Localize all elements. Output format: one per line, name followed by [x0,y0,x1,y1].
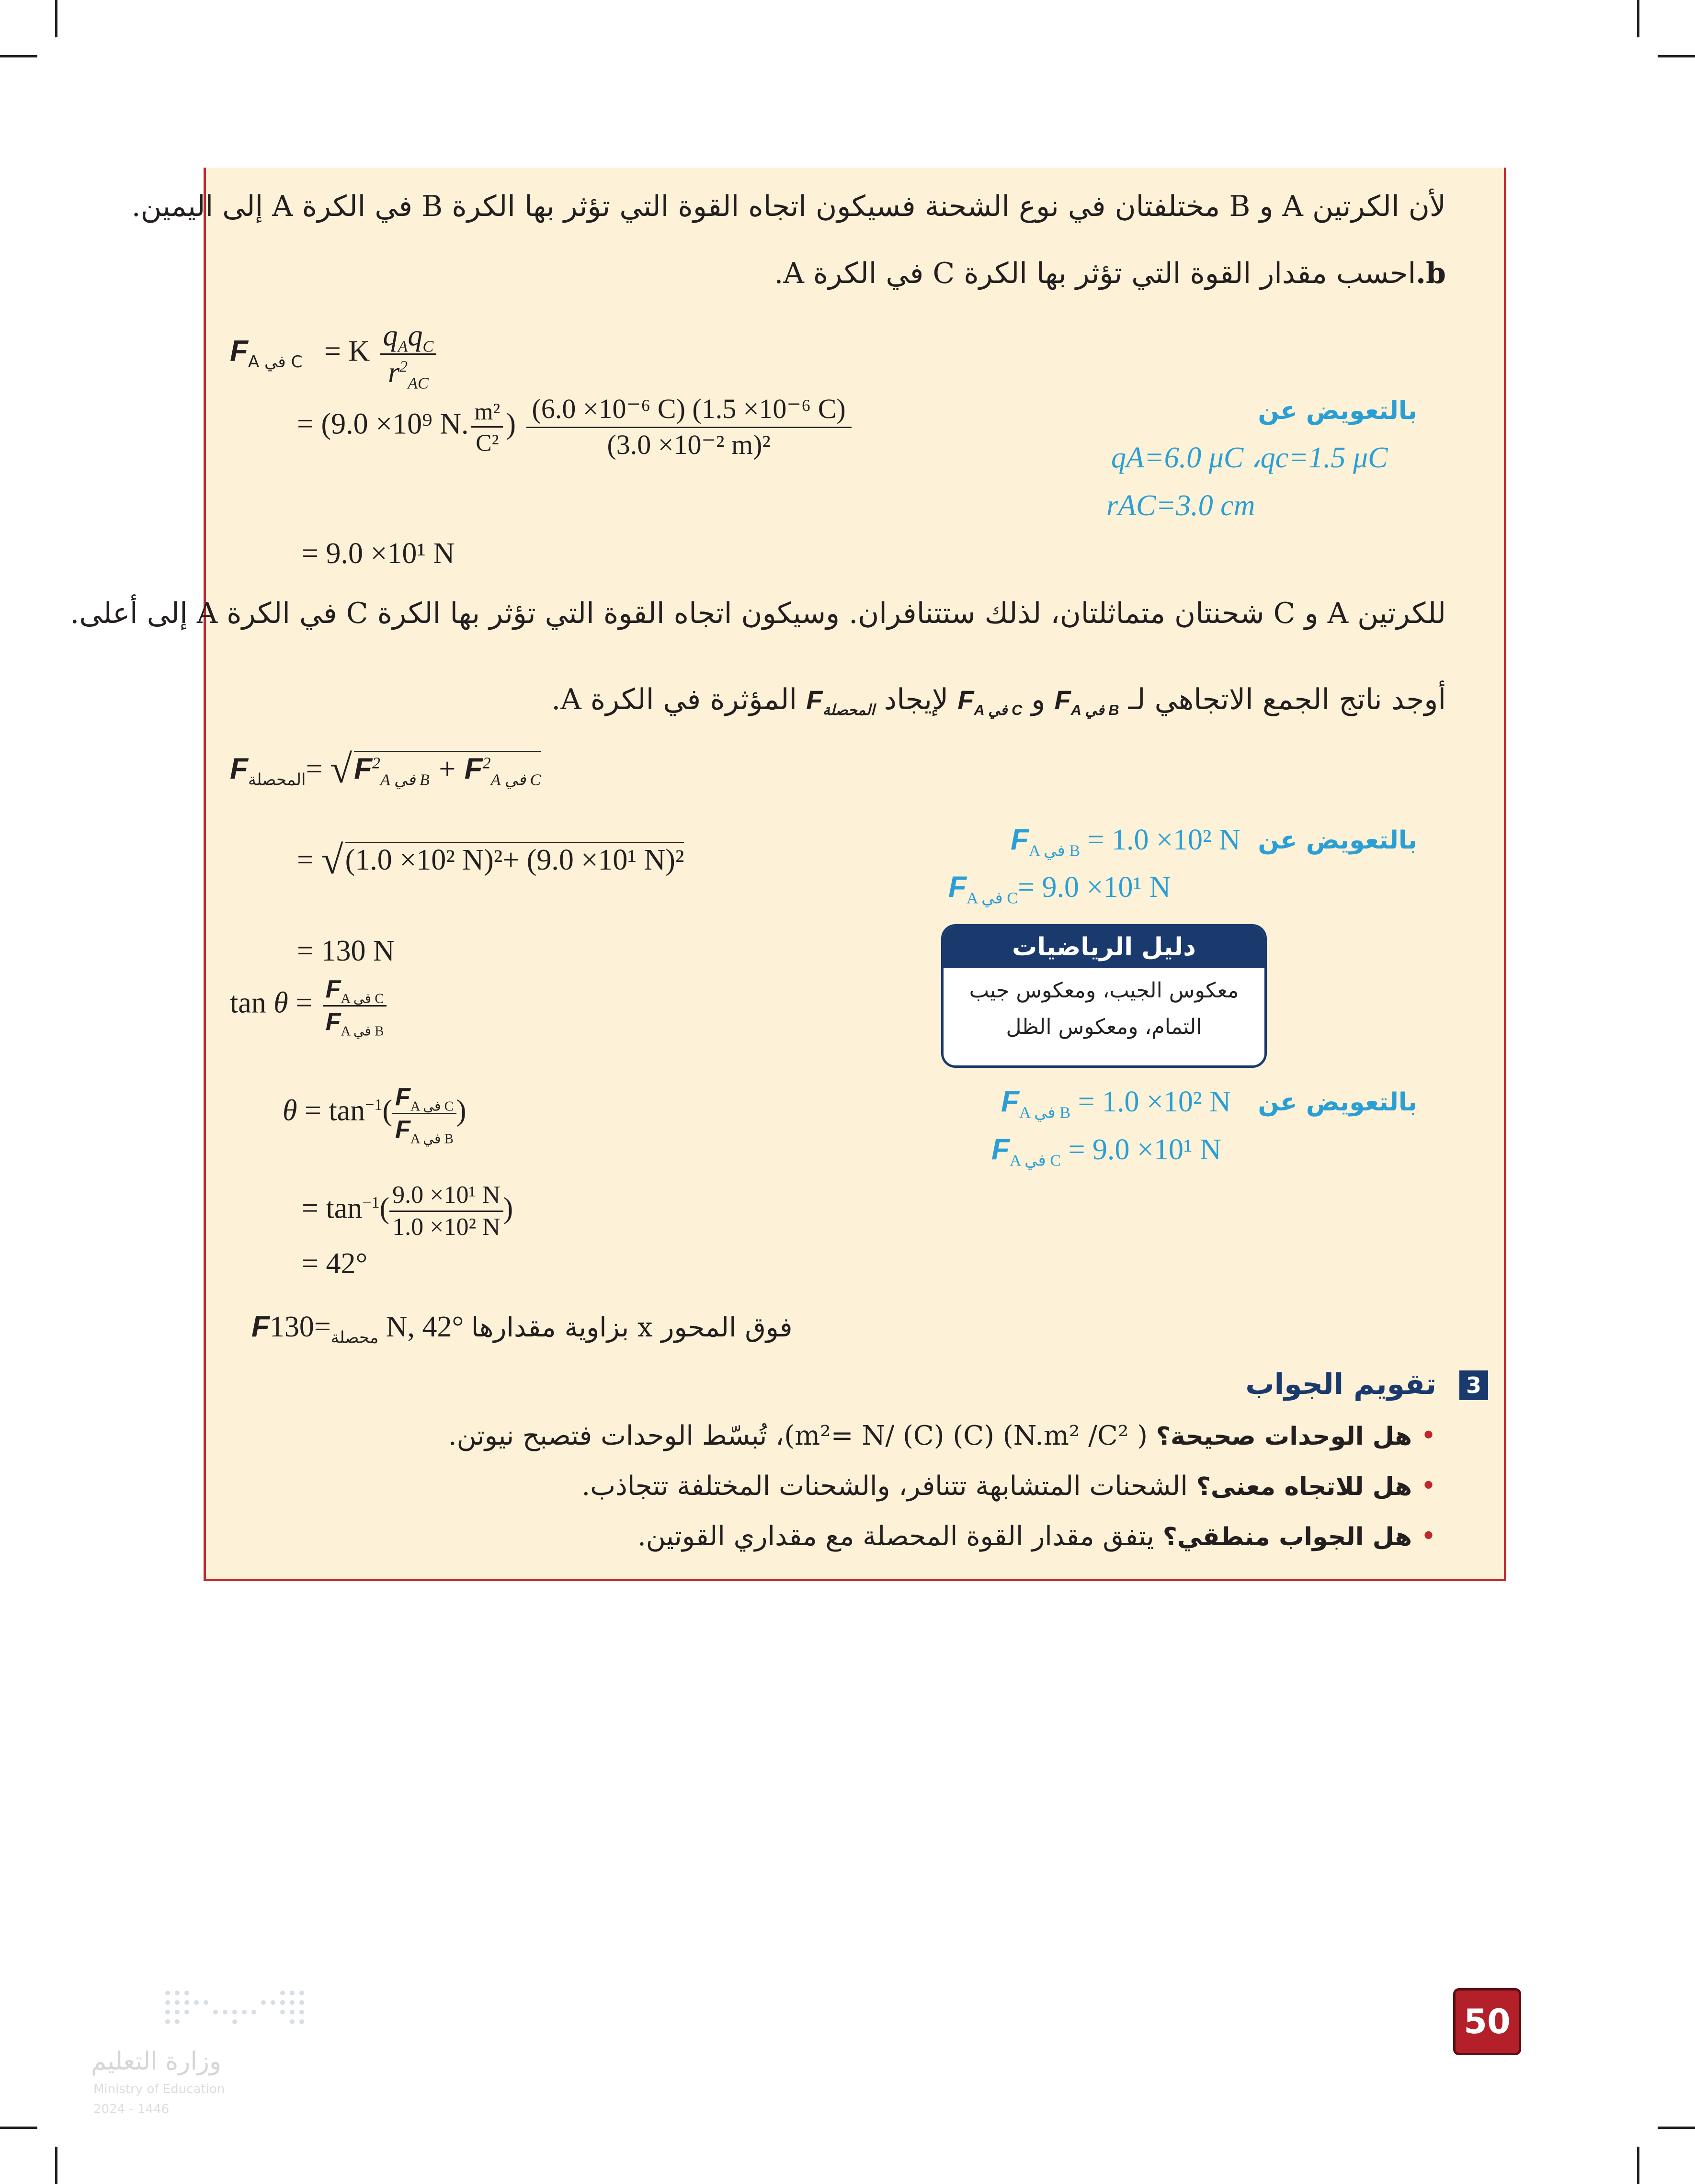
paragraph-like-charges: للكرتين A و C شحنتان متماثلتان، لذلك ستتنافران. وسيكون اتجاه القوة التي تؤثر بها الكرة C في الكرة A إلى أعلى. [70,597,1446,630]
q-subscript: A [398,338,408,356]
final-answer [251,1310,793,1347]
force-symbol: F [1054,685,1071,715]
force-symbol: F [230,334,248,368]
force-symbol: F [230,752,248,785]
force-symbol: F [354,752,372,785]
force-subscript: A في C [966,889,1018,907]
vector-sum-text: لإيجاد [884,683,949,716]
r-symbol: r [388,356,400,389]
force-symbol: F [325,1008,341,1036]
radicand: $F^2_{A في B} + F^2_{A في C}$ [354,751,541,784]
force-subscript: A في C [248,352,303,372]
force-symbol: F [325,975,341,1003]
evaluation-answer: ( N.m² /C²) (C) (C) /m²= N)، تُبسّط الوحدات فتصبح نيوتن. [448,1420,1148,1451]
square-exponent: 2 [372,754,381,772]
evaluation-question: هل الوحدات صحيحة؟ [1156,1422,1412,1451]
force-symbol: F [464,752,483,785]
ministry-name: وزارة التعليم [91,2047,222,2076]
vector-sum-text: أوجد ناتج الجمع الاتجاهي لـ [1128,683,1446,716]
square-exponent: 2 [482,754,491,772]
page-number: 50 [1453,1988,1521,2055]
force-subscript: A في B [1028,842,1081,860]
step-title: تقويم الجواب [1245,1368,1436,1401]
force-symbol: F [1011,823,1029,856]
substitution-fac [991,1133,1221,1170]
evaluation-item [581,1470,1436,1502]
evaluation-question: هل الجواب منطقي؟ [1162,1523,1412,1551]
math-guide-line: التمام، ومعكوس الظل [1006,1015,1202,1039]
final-value: =130 N, 42° [269,1311,464,1343]
crop-mark [1658,55,1695,57]
force-subscript: A في C [410,1099,454,1114]
inverse-exponent: −1 [365,1096,383,1114]
values-numerator: (6.0 ×10⁻⁶ C) (1.5 ×10⁻⁶ C) [526,395,852,428]
inverse-exponent: −1 [362,1194,380,1212]
force-subscript: A في C [974,702,1023,719]
substitution-value: = 1.0 ×10² N [1078,1086,1231,1118]
theta-symbol: θ [283,1094,297,1127]
force-symbol: F [806,685,823,715]
coulomb-result: = 9.0 ×10¹ N [302,537,455,570]
bullet-icon: • [1420,1420,1436,1451]
ministry-logo-icon [163,1987,311,2030]
charge-fraction [380,319,437,393]
force-symbol: F [957,685,974,715]
coulomb-law-equation: $F_{A في C} = K$ $\frac{q_Aq_C}{r^2_{AC}}$ [230,321,439,387]
tan-symbol: tan [230,986,266,1019]
force-symbol: F [251,1310,270,1343]
crop-mark [1658,2127,1695,2129]
substitution-value: = 9.0 ×10¹ N [1018,871,1171,904]
crop-mark [55,2147,57,2184]
force-symbol: F [1001,1085,1019,1118]
substitution-label: بالتعويض عن [1258,396,1417,425]
net-force-substitution: = √(1.0 ×10² N)²+ (9.0 ×10¹ N)² [297,838,684,883]
substitution-value: = 9.0 ×10¹ N [1068,1133,1221,1166]
ministry-year: 2024 - 1446 [93,2102,170,2116]
substitution-label: بالتعويض عن [1258,1088,1417,1117]
force-subscript: المحصلة [822,702,875,719]
force-subscript: A في B [341,1024,384,1039]
evaluation-item [637,1520,1436,1552]
q-symbol: q [408,319,423,352]
question-b [774,256,1446,291]
tan-symbol: tan [329,1094,365,1127]
force-symbol: F [395,1083,410,1111]
force-subscript: A في B [1070,702,1119,719]
net-force-equation: $F_{المحصلة}= √F^2_{A في B} + F^2_{A في C}$ [230,747,541,792]
tan-theta-equation: tan θ = $\frac{F_{A في C}}{F_{A في B}}$ [230,977,389,1035]
force-subscript: المحصلة [248,770,306,790]
substitution-label: بالتعويض عن [1258,826,1417,855]
force-subscript: A في B [1019,1104,1071,1122]
crop-mark [55,0,57,37]
force-symbol: F [395,1116,410,1143]
math-guide-line: معكوس الجيب، ومعكوس جيب [969,978,1239,1003]
coulomb-substitution: = (9.0 ×10⁹ N. $\frac{\text{m²}}{\text{C²}}$ ) $\frac{\text{(6.0 ×10⁻⁶ C) (1.5 ×10⁻⁶ C)}}{\text{(3.0 ×10⁻² m)²}}$ [297,395,854,459]
unit-fraction [471,399,503,454]
force-subscript: A في C [1009,1152,1061,1170]
paragraph-vector-sum [551,682,1446,717]
theta-symbol: θ [273,986,288,1019]
substitution-fac [948,871,1171,907]
theta-substitution: = $\tan^{-1}$( $\frac{\text{9.0 ×10¹ N}}{\text{1.0 ×10² N}}$ ) [302,1181,513,1241]
k-constant-symbol: K [348,335,370,368]
vector-sum-text: المؤثرة في الكرة A. [551,683,797,716]
force-symbol: F [948,871,967,904]
radicand-values: (1.0 ×10² N)²+ (9.0 ×10¹ N)² [345,842,684,875]
force-subscript: A في C [490,771,541,789]
evaluation-answer: الشحنات المتشابهة تتنافر، والشحنات المختلفة تتجاذب. [581,1471,1188,1502]
theta-equation: $\theta = \tan^{-1}$( $\frac{F_{A في C}}{F_{A في B}}$ ) [283,1083,466,1147]
bullet-icon: • [1420,1471,1436,1502]
force-subscript: A في B [380,771,430,789]
unit-denominator: C² [476,429,499,456]
ministry-name-en: Ministry of Education [93,2082,225,2096]
substitution-fab [1011,823,1240,860]
ratio-denominator: 1.0 ×10² N [392,1213,501,1241]
unit-numerator: m² [471,399,503,428]
evaluation-answer: يتفق مقدار القوة المحصلة مع مقداري القوتين. [637,1521,1154,1552]
crop-mark [0,2127,37,2129]
substitution-charges: qA=6.0 μC ،qc=1.5 μC [1111,441,1388,474]
force-subscript: A في C [341,991,384,1007]
math-guide-title: دليل الرياضيات [944,927,1264,968]
r-subscript: AC [408,374,429,393]
conjunction: و [1031,683,1046,716]
evaluation-item [448,1420,1436,1452]
question-label: b. [1416,257,1446,290]
substitution-value: = 1.0 ×10² N [1087,824,1240,856]
step-number-badge: 3 [1459,1370,1488,1400]
force-symbol: F [991,1133,1010,1166]
substitution-fab [1001,1085,1231,1122]
final-direction: فوق المحور x بزاوية مقدارها [471,1312,793,1343]
tan-symbol: tan [326,1192,363,1225]
values-denominator: (3.0 ×10⁻² m)² [607,429,771,460]
theta-result: = 42° [302,1247,368,1280]
q-subscript: C [422,338,434,356]
ratio-numerator: 9.0 ×10¹ N [389,1183,503,1212]
force-subscript: A في B [410,1132,454,1147]
closing-paren: ) [506,407,516,441]
values-fraction [526,395,852,459]
crop-mark [1637,0,1639,37]
bullet-icon: • [1420,1521,1436,1552]
crop-mark [0,55,37,57]
force-ratio [323,975,387,1039]
paragraph-opposite-charges: لأن الكرتين A و B مختلفتان في نوع الشحنة فسيكون اتجاه القوة التي تؤثر بها الكرة B في الكرة A إلى اليمين. [131,190,1446,223]
k-value: (9.0 ×10⁹ N. [321,407,469,441]
crop-mark [1637,2147,1639,2184]
evaluation-question: هل للاتجاه معنى؟ [1196,1472,1412,1501]
square-exponent: 2 [399,358,408,376]
q-symbol: q [383,319,398,352]
force-subscript: محصلة [330,1328,379,1347]
question-text: احسب مقدار القوة التي تؤثر بها الكرة C في الكرة A. [774,257,1416,290]
substitution-distance: rAC=3.0 cm [1106,489,1255,522]
net-force-result: = 130 N [297,935,395,967]
value-ratio [389,1183,503,1240]
math-guide-box [941,924,1267,1068]
math-guide-body [944,968,1264,1046]
force-ratio [392,1083,456,1147]
